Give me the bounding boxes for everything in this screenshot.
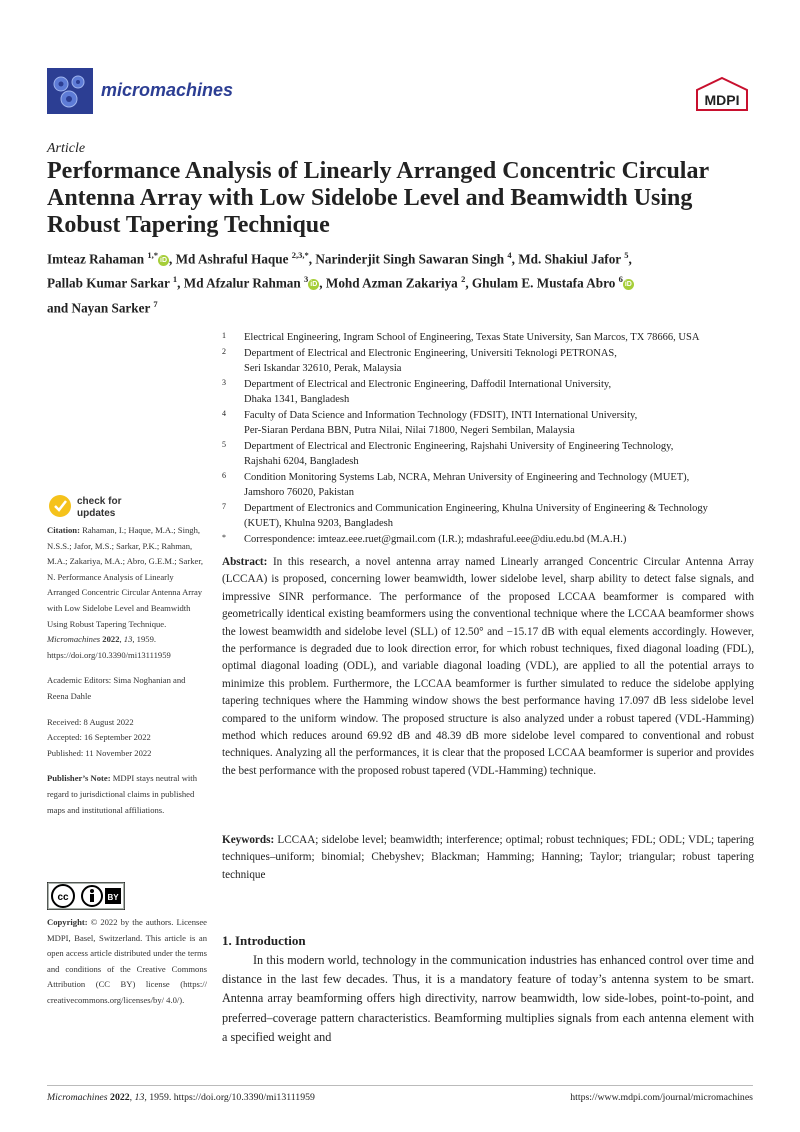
affiliation-item bbox=[222, 532, 762, 548]
author-separator: , bbox=[308, 251, 316, 267]
publisher-note-text: MDPI stays neutral with regard to jurisdictional claims in published maps and institutional affiliations. bbox=[47, 773, 197, 815]
affiliation-number: 6 bbox=[222, 470, 226, 480]
affiliation-line: Department of Electronics and Communication Engineering, Khulna University of Engineering & Technology bbox=[244, 502, 708, 514]
affiliation-line: Department of Electrical and Electronic Engineering, Universiti Teknologi PETRONAS, bbox=[244, 347, 617, 359]
affiliation-line: Rajshahi 6204, Bangladesh bbox=[244, 456, 359, 467]
author-separator: , bbox=[628, 251, 632, 267]
article-type: Article bbox=[47, 141, 86, 156]
affiliation-line: (KUET), Khulna 9203, Bangladesh bbox=[244, 518, 394, 529]
author-affiliation-marker: 1,* bbox=[147, 250, 158, 260]
accepted-date: Accepted: 16 September 2022 bbox=[47, 732, 151, 743]
author-name: and Nayan Sarker bbox=[47, 300, 151, 316]
orcid-icon[interactable]: iD bbox=[310, 281, 318, 289]
footer-citation: Micromachines 2022, 13, 1959. https://doi.org/10.3390/mi13111959 bbox=[47, 1092, 315, 1103]
academic-editors: Academic Editors: Sima Noghanian and Reena Dahle bbox=[47, 675, 186, 701]
author-name: Ghulam E. Mustafa Abro bbox=[471, 275, 616, 291]
affiliation-item bbox=[222, 470, 762, 501]
paper-title: Performance Analysis of Linearly Arranged Concentric Circular Antenna Array with Low Sidelobe Level and Beamwidth Using Robust Tapering Technique bbox=[47, 158, 709, 238]
citation-journal: Micromachines bbox=[47, 634, 101, 645]
journal-name: micromachines bbox=[101, 80, 234, 100]
citation-year: 2022 bbox=[102, 634, 120, 645]
author-affiliation-marker: 7 bbox=[153, 298, 158, 309]
introduction-text: In this modern world, technology in the communication industries has enhanced control over time and distance in the last few decades. Thus, it is a mandatory feature of today’s antenna system to be smart. Antenna array beamforming offers high directivity, narrow beamwidth, low side-lobes, point-to-point, and preferred–coverage pattern characteristics. Beamforming multiplies signals from each antenna element with a specified weight and bbox=[222, 953, 754, 1044]
author-affiliation-marker: 1 bbox=[172, 274, 178, 285]
citation-text: Rahaman, I.; Haque, M.A.; Singh, N.S.S.; Jafor, M.S.; Sarkar, P.K.; Rahman, M.A.; Zakariya, M.A.; Abro, G.E.M.; Sarker, N. Performance Analysis of Linearly Arranged Concentric Circular Antenna Array with Low Sidelobe Level and Beamwidth Using Robust Tapering Technique. bbox=[47, 525, 203, 629]
author-separator: , bbox=[169, 251, 176, 267]
affiliation-line: Dhaka 1341, Bangladesh bbox=[244, 394, 350, 405]
affiliation-line: Department of Electrical and Electronic Engineering, Rajshahi University of Engineering Technology, bbox=[244, 440, 674, 452]
affiliation-line: Jamshoro 76020, Pakistan bbox=[244, 487, 354, 498]
author-affiliation-marker: 6 bbox=[618, 274, 623, 285]
received-date: Received: 8 August 2022 bbox=[47, 716, 134, 727]
keywords bbox=[222, 832, 754, 884]
published-date: Published: 11 November 2022 bbox=[47, 747, 152, 758]
footer-doi-link[interactable]: , 1959. https://doi.org/10.3390/mi13111959 bbox=[144, 1092, 315, 1103]
affiliation-number: 1 bbox=[222, 331, 226, 340]
author-name: Md Afzalur Rahman bbox=[183, 275, 301, 291]
abstract bbox=[222, 554, 754, 780]
affiliation-line: Per-Siaran Perdana BBN, Putra Nilai, Nilai 71800, Negeri Sembilan, Malaysia bbox=[244, 425, 575, 436]
orcid-icon[interactable]: iD bbox=[160, 256, 167, 264]
citation-label: Citation: bbox=[47, 525, 80, 535]
svg-text:MDPI: MDPI bbox=[704, 92, 740, 108]
author-affiliation-marker: 4 bbox=[507, 250, 512, 260]
footer-journal: Micromachines bbox=[47, 1092, 108, 1103]
author-name: Md. Shakiul Jafor bbox=[518, 251, 621, 267]
sidebar-info bbox=[47, 523, 207, 828]
affiliation-line: Condition Monitoring Systems Lab, NCRA, Mehran University of Engineering and Technology (MUET), bbox=[244, 471, 690, 483]
keywords-label: Keywords: bbox=[222, 834, 275, 846]
journal-logo-icon bbox=[47, 68, 93, 114]
copyright-label: Copyright: bbox=[47, 917, 88, 927]
affiliation-line: Correspondence: imteaz.eee.ruet@gmail.com (I.R.); mdashraful.eee@diu.edu.bd (M.A.H.) bbox=[244, 533, 627, 545]
keywords-text: LCCAA; sidelobe level; beamwidth; interference; optimal; robust techniques; FDL; ODL; VDL; tapering techniques–uniform; binomial; Chebyshev; Blackman; Hamming; Hanning; Taylor; triangular; robust tapering technique bbox=[222, 834, 754, 881]
affiliation-item bbox=[222, 408, 762, 439]
svg-text:BY: BY bbox=[107, 893, 119, 902]
author-name: Narinderjit Singh Sawaran Singh bbox=[315, 251, 505, 267]
footer-year: 2022 bbox=[110, 1092, 130, 1103]
footer-divider bbox=[47, 1085, 753, 1086]
affiliation-item bbox=[222, 377, 762, 408]
section-heading: 1. Introduction bbox=[222, 933, 306, 948]
affiliation-item bbox=[222, 439, 762, 470]
affiliation-number: 5 bbox=[222, 439, 226, 449]
affiliations bbox=[222, 330, 762, 547]
affiliation-number: * bbox=[222, 532, 226, 542]
author-separator: , bbox=[177, 275, 184, 291]
svg-text:cc: cc bbox=[57, 892, 69, 903]
affiliation-item bbox=[222, 330, 762, 346]
author-affiliation-marker: 3 bbox=[304, 274, 309, 285]
publisher-note-label: Publisher’s Note: bbox=[47, 773, 111, 784]
affiliation-line: Department of Electrical and Electronic Engineering, Daffodil International University, bbox=[244, 378, 612, 390]
author-list bbox=[47, 245, 759, 318]
author-separator: , bbox=[465, 275, 472, 291]
abstract-text: In this research, a novel antenna array named Linearly arranged Concentric Circular Antenna Array (LCCAA) is proposed, concerning lower beamwidth, lower sidelobe level, sharp ability to detect false signals, and impressive SINR performance. The performance of the proposed LCCAA beamformer is compared with geometrically identical existing beamformers using the conventional technique where the LCCAA beamformer shows the lowest beamwidth and sidelobe level (SLL) of 12.50° and −15.17 dB with equal elements accordingly. However, the performance is degraded due to look direction error, for which robust techniques, fixed diagonal loading (FDL), optimal diagonal loading (ODL), and variable diagonal loading (VDL), are applied to all the potential arrays to minimize this problem. Furthermore, the LCCAA beamformer is further simulated to reduce the sidelobe applying tapering techniques where the Hamming window shows the best performance having 17.097 dB less sidelobe level compared to the uniform window. The proposed structure is also analyzed under a robust tapered (VDL-Hamming) method which reduces around 69.92 dB and 48.39 dB more sidelobe level compared to conventional and robust techniques. Analyzing all the performances, it is clear that the proposed LCCAA beamformer is superior and provides the best performance with the proposed robust tapered (VDL-Hamming) technique. bbox=[222, 556, 754, 777]
affiliation-number: 2 bbox=[222, 346, 226, 356]
cc-by-license-icon[interactable] bbox=[47, 882, 125, 910]
author-affiliation-marker: 2,3,* bbox=[291, 250, 309, 260]
orcid-icon[interactable]: iD bbox=[624, 281, 632, 289]
citation-volume: 13 bbox=[123, 634, 133, 645]
author-name: Imteaz Rahaman bbox=[47, 251, 145, 267]
mdpi-logo-icon bbox=[693, 76, 751, 112]
affiliation-number: 7 bbox=[222, 501, 226, 511]
affiliation-line: Faculty of Data Science and Information Technology (FDSIT), INTI International University, bbox=[244, 409, 638, 421]
affiliation-number: 3 bbox=[222, 377, 226, 387]
affiliation-number: 4 bbox=[222, 408, 226, 418]
citation-block: Citation: Rahaman, I.; Haque, M.A.; Singh, N.S.S.; Jafor, M.S.; Sarkar, P.K.; Rahman, M.A.; Zakariya, M.A.; Abro, G.E.M.; Sarker, N. Performance Analysis of Linearly Arranged Concentric Circular Antenna Array with Low Sidelobe Level and Beamwidth Using Robust Tapering Technique. Micromachines 2022, 13, 1959. https://doi.org/10.3390/mi13111959 bbox=[47, 525, 203, 660]
author-name: Md Ashraful Haque bbox=[175, 251, 289, 267]
svg-text:updates: updates bbox=[77, 508, 116, 519]
abstract-label: Abstract: bbox=[222, 556, 268, 568]
svg-text:check for: check for bbox=[77, 496, 122, 507]
affiliation-item bbox=[222, 346, 762, 377]
author-name: Mohd Azman Zakariya bbox=[325, 275, 458, 291]
affiliation-item bbox=[222, 501, 762, 532]
publisher-note bbox=[47, 771, 207, 818]
author-separator: , bbox=[511, 251, 519, 267]
author-separator: , bbox=[319, 275, 326, 291]
footer-volume: 13 bbox=[134, 1092, 145, 1103]
copyright-notice bbox=[47, 915, 207, 1009]
author-affiliation-marker: 5 bbox=[624, 250, 629, 260]
affiliation-line: Electrical Engineering, Ingram School of Engineering, Texas State University, San Marcos, TX 78666, USA bbox=[244, 332, 700, 343]
affiliation-line: Seri Iskandar 32610, Perak, Malaysia bbox=[244, 363, 402, 374]
copyright-text: © 2022 by the authors. Licensee MDPI, Basel, Switzerland. This article is an open access article distributed under the terms and conditions of the Creative Commons Attribution (CC BY) license (https:// creativecommons.org/licenses/by/ 4.0/). bbox=[47, 917, 207, 1005]
author-affiliation-marker: 2 bbox=[461, 274, 466, 285]
footer-url-link[interactable]: https://www.mdpi.com/journal/micromachines bbox=[570, 1092, 753, 1103]
author-name: Pallab Kumar Sarkar bbox=[47, 275, 170, 291]
citation-doi[interactable]: , 1959. https://doi.org/10.3390/mi13111959 bbox=[47, 634, 171, 660]
check-for-updates-icon[interactable] bbox=[47, 491, 142, 521]
